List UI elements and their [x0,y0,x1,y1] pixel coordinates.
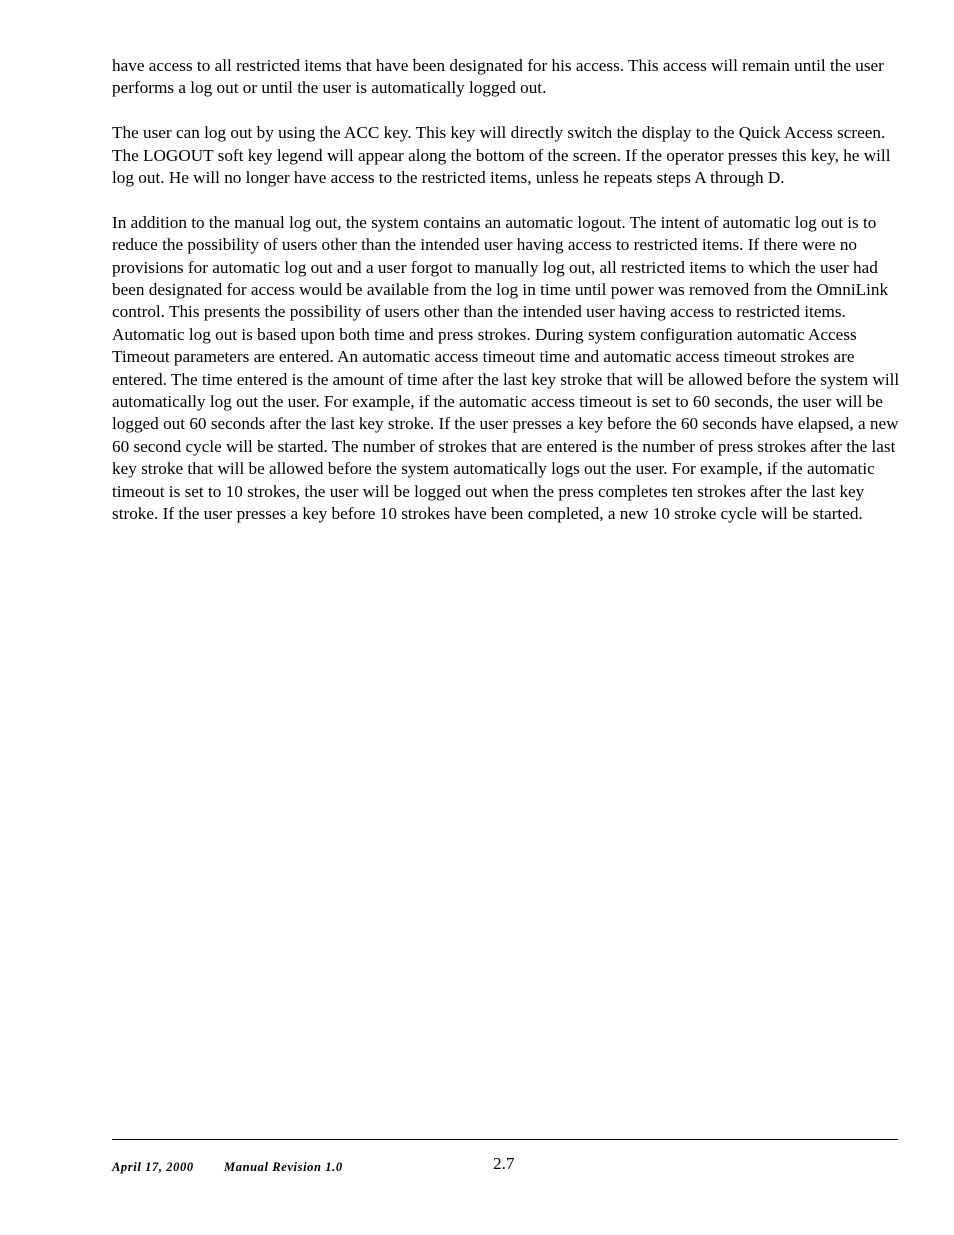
paragraph-automatic-logout: In addition to the manual log out, the system contains an automatic logout. The intent of automatic log out is to reduce the possibility of users other than the intended user having access to restricted items. If there were no provisions for automatic log out and a user forgot to manually log out, all restricted items to which the user had been designated for access would be available from the log in time until power was removed from the OmniLink control. This presents the possibility of users other than the intended user having access to restricted items. Automatic log out is based upon both time and press strokes. During system configuration automatic Access Timeout parameters are entered. An automatic access timeout time and automatic access timeout strokes are entered. The time entered is the amount of time after the last key stroke that will be allowed before the system will automatically log out the user. For example, if the automatic access timeout is set to 60 seconds, the user will be logged out 60 seconds after the last key stroke. If the user presses a key before the 60 seconds have elapsed, a new 60 second cycle will be started. The number of strokes that are entered is the number of press strokes after the last key stroke that will be allowed before the system automatically logs out the user. For example, if the automatic timeout is set to 10 strokes, the user will be logged out when the press completes ten strokes after the last key stroke. If the user presses a key before 10 strokes have been completed, a new 10 stroke cycle will be started. [112,212,900,524]
paragraph-access-retention: have access to all restricted items that have been designated for his access. This access will remain until the user performs a log out or until the user is automatically logged out. [112,56,884,98]
footer-divider [112,1139,898,1140]
footer-revision: Manual Revision 1.0 [224,1160,343,1174]
paragraph-manual-logout: The user can log out by using the ACC key. This key will directly switch the display to the Quick Access screen. The LOGOUT soft key legend will appear along the bottom of the screen. If the operator presses this key, he will log out. He will no longer have access to the restricted items, unless he repeats steps A through D. [112,123,891,188]
footer-date: April 17, 2000 [112,1160,194,1174]
page-body [112,55,902,526]
page-number: 2.7 [493,1154,515,1173]
